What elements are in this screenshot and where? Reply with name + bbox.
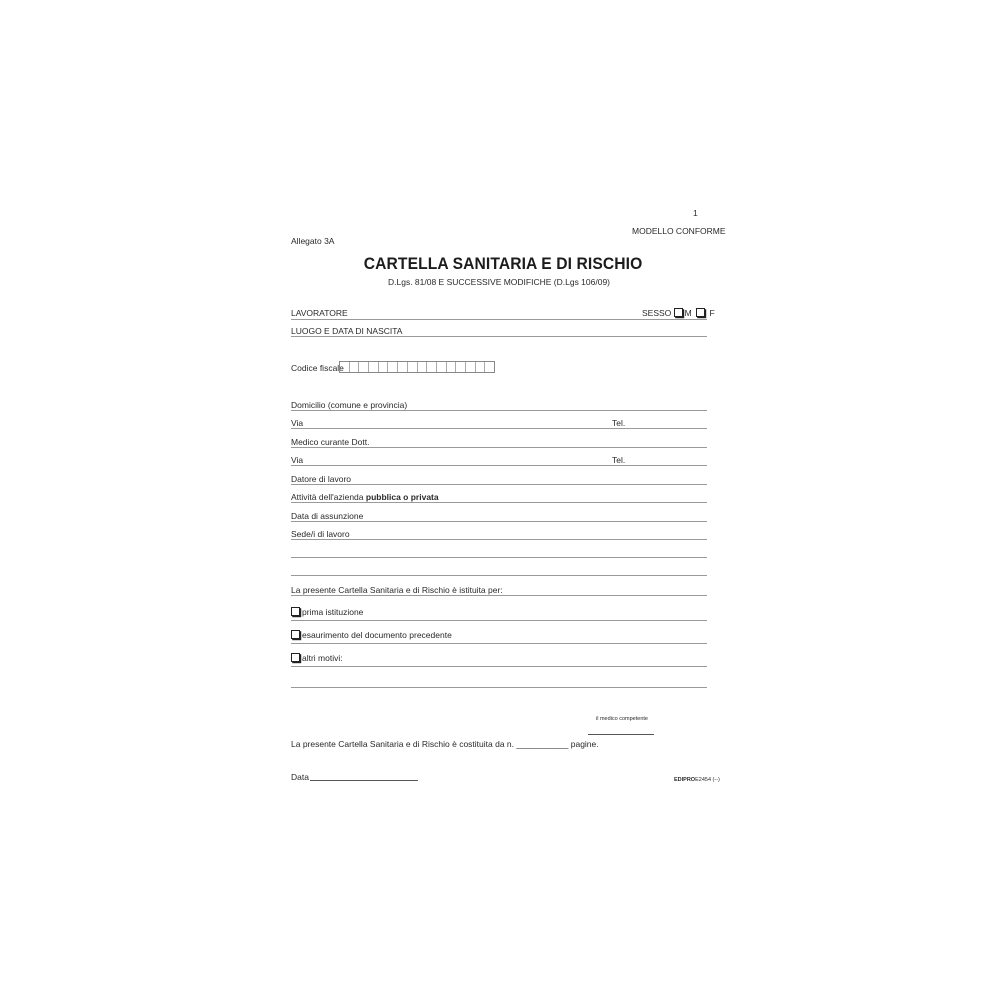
option-first-institution-line [291, 620, 707, 621]
worker-line[interactable] [291, 319, 707, 320]
tax-code-cell[interactable] [350, 362, 360, 372]
domicile-label: Domicilio (comune e provincia) [291, 400, 408, 410]
tax-code-cell[interactable] [476, 362, 486, 372]
workplace-label: Sede/i di lavoro [291, 529, 350, 539]
attachment-label: Allegato 3A [291, 236, 335, 246]
option-first-institution-label: prima istituzione [302, 607, 364, 617]
option-other-checkbox[interactable] [291, 653, 300, 662]
activity-label [291, 492, 439, 502]
doctor-signature-line[interactable] [588, 734, 654, 735]
tax-code-cell[interactable] [379, 362, 389, 372]
domicile-line[interactable] [291, 410, 707, 411]
tax-code-cell[interactable] [447, 362, 457, 372]
sex-f-label: F [709, 308, 715, 318]
date-line[interactable] [310, 780, 418, 781]
tax-code-cell[interactable] [388, 362, 398, 372]
activity-line[interactable] [291, 502, 707, 503]
employer-label: Datore di lavoro [291, 474, 352, 484]
street-1-line[interactable] [291, 428, 707, 429]
option-exhausted [291, 630, 452, 640]
tax-code-cell[interactable] [418, 362, 428, 372]
option-other-line-2[interactable] [291, 687, 707, 688]
hire-date-line[interactable] [291, 521, 707, 522]
option-other-label: altri motivi: [302, 653, 343, 663]
birth-line[interactable] [291, 336, 707, 337]
street-1-label: Via [291, 418, 304, 428]
doctor-line[interactable] [291, 447, 707, 448]
tel-2-label: Tel. [612, 455, 626, 465]
option-first-institution [291, 607, 363, 617]
institution-heading-line [291, 595, 707, 596]
page-number: 1 [693, 208, 698, 218]
tax-code-label: Codice fiscale [291, 363, 344, 373]
tax-code-cell[interactable] [359, 362, 369, 372]
activity-prefix: Attività dell'azienda [291, 492, 364, 502]
option-other [291, 653, 343, 663]
workplace-line-2[interactable] [291, 557, 707, 558]
sex-m-label: M [684, 308, 692, 318]
tax-code-cell[interactable] [398, 362, 408, 372]
birth-label: LUOGO E DATA DI NASCITA [291, 326, 403, 336]
employer-line[interactable] [291, 484, 707, 485]
tax-code-cell[interactable] [485, 362, 494, 372]
worker-label: LAVORATORE [291, 308, 348, 318]
institution-heading: La presente Cartella Sanitaria e di Rischio è istituita per: [291, 585, 503, 595]
sex-label: SESSO [642, 308, 672, 318]
document-subtitle: D.Lgs. 81/08 E SUCCESSIVE MODIFICHE (D.Lgs 106/09) [387, 277, 611, 287]
workplace-line-1[interactable] [291, 539, 707, 540]
sex-f-checkbox[interactable] [696, 308, 705, 317]
doctor-signature-label: il medico competente [596, 716, 648, 722]
tax-code-cell[interactable] [369, 362, 379, 372]
document-title: CARTELLA SANITARIA E DI RISCHIO [363, 254, 643, 273]
tax-code-input[interactable] [339, 361, 495, 373]
tax-code-cell[interactable] [456, 362, 466, 372]
tax-code-cell[interactable] [437, 362, 447, 372]
workplace-line-3[interactable] [291, 575, 707, 576]
option-exhausted-line [291, 643, 707, 644]
option-first-institution-checkbox[interactable] [291, 607, 300, 616]
tax-code-cell[interactable] [466, 362, 476, 372]
product-code [674, 777, 720, 783]
hire-date-label: Data di assunzione [291, 511, 364, 521]
tax-code-cell[interactable] [427, 362, 437, 372]
sex-field [642, 308, 715, 318]
street-2-label: Via [291, 455, 304, 465]
sex-m-checkbox[interactable] [674, 308, 683, 317]
date-label: Data [291, 772, 309, 782]
tax-code-cell[interactable] [408, 362, 418, 372]
tel-1-label: Tel. [612, 418, 626, 428]
option-exhausted-checkbox[interactable] [291, 630, 300, 639]
pages-statement: La presente Cartella Sanitaria e di Rischio è costituita da n. ___________ pagine. [291, 739, 599, 749]
option-other-line-1[interactable] [291, 666, 707, 667]
product-code-brand: EDIPRO [674, 777, 696, 783]
product-code-number: E2454 (--) [695, 777, 720, 783]
option-exhausted-label: esaurimento del documento precedente [302, 630, 452, 640]
tax-code-cell[interactable] [340, 362, 350, 372]
activity-type: pubblica o privata [365, 492, 439, 502]
doctor-label: Medico curante Dott. [291, 437, 370, 447]
street-2-line[interactable] [291, 465, 707, 466]
model-label: MODELLO CONFORME [632, 226, 726, 236]
